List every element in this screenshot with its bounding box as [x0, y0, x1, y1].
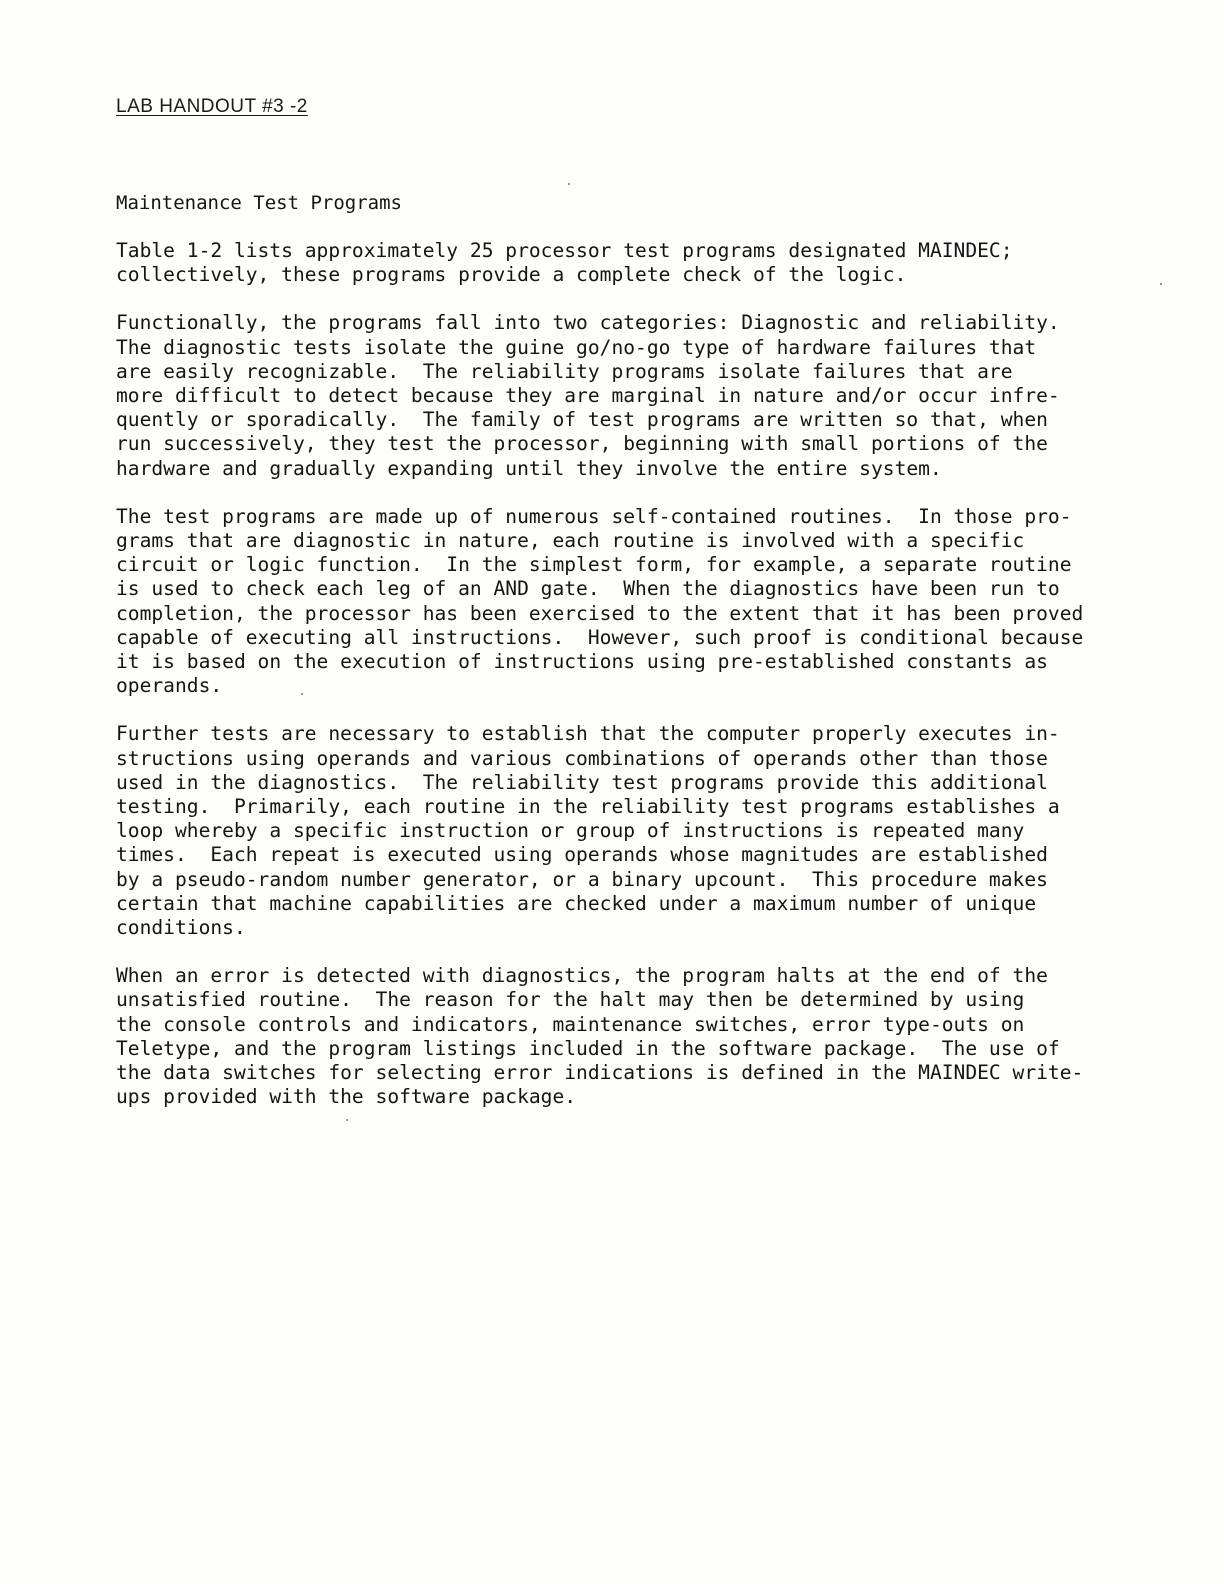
text-line: conditions. — [116, 916, 246, 940]
paragraph-list — [116, 239, 1201, 1110]
text-line: capable of executing all instructions. However, such proof is conditional because — [116, 625, 1084, 649]
scan-speck — [1160, 283, 1162, 285]
text-line: circuit or logic function. In the simplest form, for example, a separate routine — [116, 553, 1072, 577]
text-line: When an error is detected with diagnostics, the program halts at the end of the — [116, 964, 1048, 988]
text-line: times. Each repeat is executed using operands whose magnitudes are established — [116, 843, 1048, 867]
handout-header: LAB HANDOUT #3 -2 — [116, 96, 308, 117]
text-line: the data switches for selecting error indications is defined in the MAINDEC write- — [116, 1061, 1084, 1085]
scan-speck — [301, 693, 303, 695]
text-line: is used to check each leg of an AND gate. When the diagnostics have been run to — [116, 577, 1060, 601]
text-line: run successively, they test the processor, beginning with small portions of the — [116, 432, 1048, 456]
text-line: collectively, these programs provide a complete check of the logic. — [116, 263, 907, 287]
text-line: The test programs are made up of numerous self-contained routines. In those pro- — [116, 504, 1072, 528]
text-line: the console controls and indicators, maintenance switches, error type-outs on — [116, 1012, 1025, 1036]
scan-speck — [346, 1119, 348, 1121]
text-line: operands. — [116, 674, 223, 698]
document-body — [116, 191, 1201, 1134]
text-line: Table 1-2 lists approximately 25 processor test programs designated MAINDEC; — [116, 239, 1013, 262]
text-line: The diagnostic tests isolate the guine go/no-go type of hardware failures that — [116, 335, 1037, 359]
text-line: Teletype, and the program listings included in the software package. The use of — [116, 1036, 1060, 1060]
paragraph — [116, 964, 1201, 1109]
section-title: Maintenance Test Programs — [116, 192, 402, 214]
text-line: it is based on the execution of instructions using pre-established constants as — [116, 650, 1048, 674]
paragraph — [116, 311, 1201, 480]
text-line: grams that are diagnostic in nature, each routine is involved with a specific — [116, 529, 1025, 553]
text-line: structions using operands and various combinations of operands other than those — [116, 746, 1048, 770]
paragraph — [116, 239, 1201, 287]
text-line: completion, the processor has been exercised to the extent that it has been proved — [116, 601, 1084, 625]
text-line: Functionally, the programs fall into two categories: Diagnostic and reliability. — [116, 311, 1060, 335]
text-line: quently or sporadically. The family of test programs are written so that, when — [116, 408, 1048, 432]
text-line: loop whereby a specific instruction or group of instructions is repeated many — [116, 819, 1025, 843]
text-line: used in the diagnostics. The reliability test programs provide this additional — [116, 770, 1048, 794]
text-line: testing. Primarily, each routine in the reliability test programs establishes a — [116, 795, 1060, 819]
text-line: are easily recognizable. The reliability programs isolate failures that are — [116, 359, 1013, 383]
text-line: unsatisfied routine. The reason for the halt may then be determined by using — [116, 988, 1025, 1012]
text-line: by a pseudo-random number generator, or a binary upcount. This procedure makes — [116, 867, 1048, 891]
text-line: hardware and gradually expanding until they involve the entire system. — [116, 456, 942, 480]
text-line: Further tests are necessary to establish that the computer properly executes in- — [116, 722, 1060, 746]
paragraph — [116, 505, 1201, 699]
text-line: ups provided with the software package. — [116, 1085, 577, 1109]
paragraph — [116, 722, 1201, 940]
text-line: certain that machine capabilities are checked under a maximum number of unique — [116, 891, 1037, 915]
text-line: more difficult to detect because they are marginal in nature and/or occur infre- — [116, 384, 1060, 408]
scan-speck — [568, 183, 570, 185]
